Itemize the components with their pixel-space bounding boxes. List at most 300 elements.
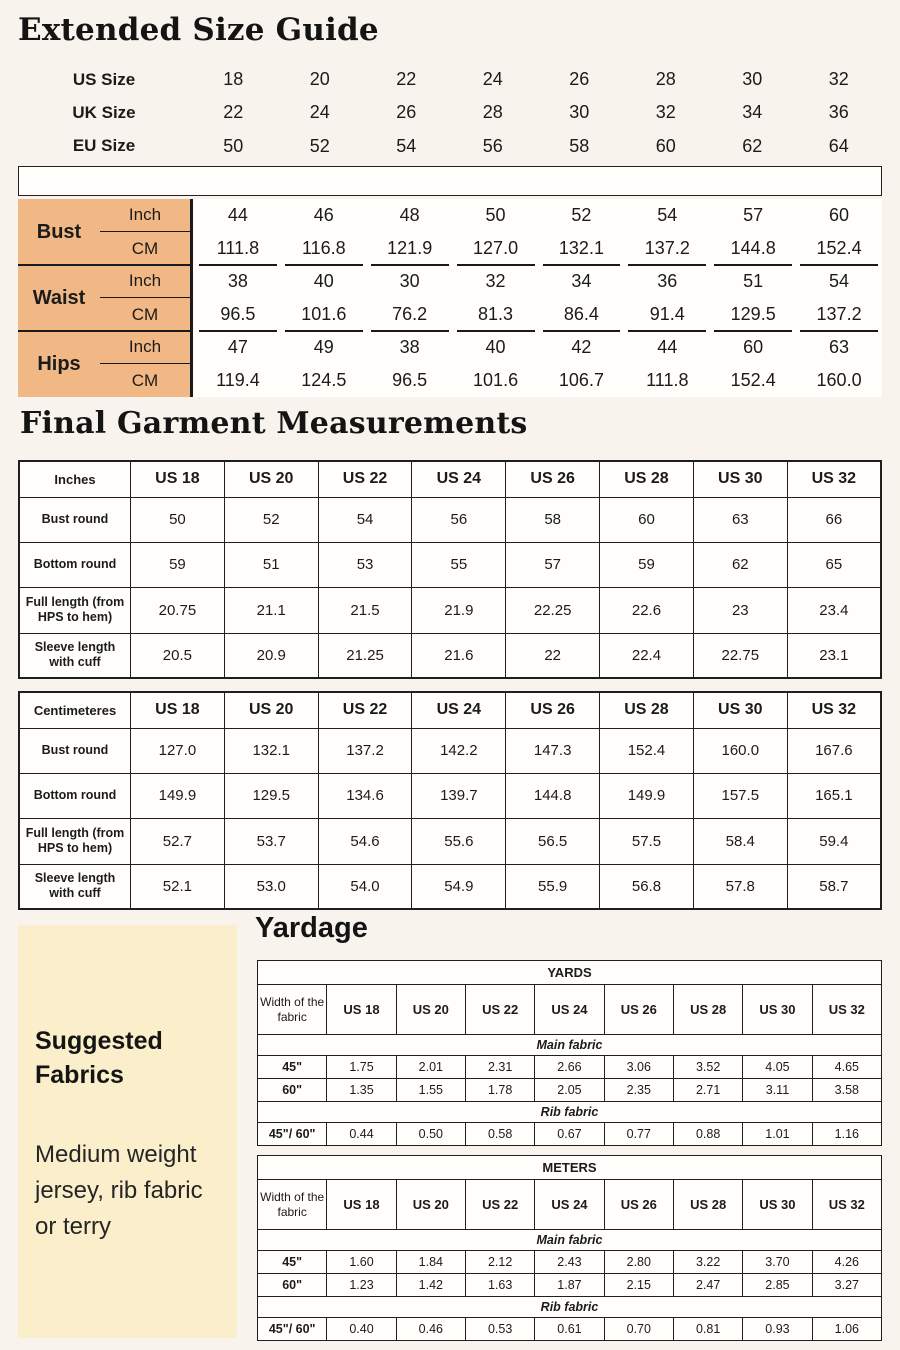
eu-size-value: 64 — [828, 135, 849, 156]
hips-cm-value: 119.4 — [216, 370, 260, 390]
bust-round-row — [19, 497, 881, 542]
bust-round-value: 160.0 — [693, 728, 787, 773]
waist-label: Waist — [32, 286, 86, 309]
hips-inch-value: 44 — [657, 337, 678, 357]
waist-inch-value: 40 — [313, 271, 334, 291]
body-measurements-table — [18, 199, 882, 397]
meters-value: 1.06 — [812, 1318, 881, 1341]
sleeve-length-with-cuff-value: 23.1 — [787, 633, 881, 678]
yards-value: 4.65 — [812, 1056, 881, 1079]
size-header-us-30: US 30 — [693, 692, 787, 728]
bottom-round-value: 59 — [600, 542, 694, 587]
uk-size-value: 24 — [309, 102, 330, 123]
bust-round-value: 132.1 — [224, 728, 318, 773]
sleeve-length-with-cuff-value: 21.6 — [412, 633, 506, 678]
fabric-width-label: 45" — [258, 1251, 327, 1274]
bust-round-value: 142.2 — [412, 728, 506, 773]
uk-size-row — [18, 96, 882, 129]
meters-value: 1.84 — [396, 1251, 465, 1274]
full-length-from-hps-to-hem-value: 22.6 — [600, 587, 694, 633]
bust-round-value: 127.0 — [131, 728, 225, 773]
main-fabric-section-label: Main fabric — [258, 1035, 882, 1056]
size-header-us-22: US 22 — [318, 692, 412, 728]
yardage-header-row — [258, 1180, 882, 1230]
bottom-round-value: 51 — [224, 542, 318, 587]
sleeve-length-with-cuff-value: 22 — [506, 633, 600, 678]
full-length-from-hps-to-hem-value: 22.25 — [506, 587, 600, 633]
suggested-fabrics-title: Suggested Fabrics — [35, 1027, 163, 1089]
empty-spacer-row — [18, 166, 882, 196]
yards-value: 0.67 — [535, 1123, 604, 1146]
centimeteres-header-label: Centimeteres — [19, 692, 131, 728]
size-header-us-18: US 18 — [131, 692, 225, 728]
yards-title: YARDS — [258, 961, 882, 985]
waist-cm-unit-label: CM — [131, 304, 159, 324]
bottom-round-value: 129.5 — [224, 773, 318, 818]
sleeve-length-with-cuff-value: 54.9 — [412, 864, 506, 909]
uk-size-label: UK Size — [72, 102, 136, 122]
waist-cm-row — [195, 298, 882, 331]
bottom-round-value: 144.8 — [506, 773, 600, 818]
bust-round-value: 152.4 — [600, 728, 694, 773]
bust-cm-value: 121.9 — [367, 232, 453, 265]
sleeve-length-with-cuff-value: 58.7 — [787, 864, 881, 909]
us-size-value: 20 — [309, 69, 330, 90]
meters-value: 3.22 — [673, 1251, 742, 1274]
bottom-round-value: 53 — [318, 542, 412, 587]
size-header-us-30: US 30 — [743, 1180, 812, 1230]
bottom-round-row — [19, 542, 881, 587]
us-size-label: US Size — [72, 69, 136, 89]
uk-size-value: 22 — [223, 102, 244, 123]
garment-header-row — [19, 461, 881, 497]
yards-value: 3.58 — [812, 1079, 881, 1102]
full-length-from-hps-to-hem-row — [19, 818, 881, 864]
garment-centimeters-table — [18, 691, 882, 910]
size-header-us-26: US 26 — [604, 1180, 673, 1230]
size-header-us-20: US 20 — [396, 985, 465, 1035]
full-length-from-hps-to-hem-value: 23 — [693, 587, 787, 633]
full-length-from-hps-to-hem-value: 52.7 — [131, 818, 225, 864]
us-size-value: 28 — [655, 69, 676, 90]
waist-cm-value: 96.5 — [195, 298, 281, 331]
bottom-round-value: 65 — [787, 542, 881, 587]
inches-header-label: Inches — [19, 461, 131, 497]
size-header-us-22: US 22 — [318, 461, 412, 497]
size-header-us-32: US 32 — [812, 1180, 881, 1230]
eu-size-row — [18, 130, 882, 163]
meters-value: 0.40 — [327, 1318, 396, 1341]
size-header-us-28: US 28 — [600, 692, 694, 728]
us-size-value: 18 — [223, 69, 244, 90]
bust-cm-value: 152.4 — [796, 232, 882, 265]
waist-inch-unit-label: Inch — [100, 265, 190, 298]
yards-title-row — [258, 961, 882, 985]
bottom-round-value: 139.7 — [412, 773, 506, 818]
width-of-fabric-label: Width of the fabric — [258, 1180, 327, 1230]
full-length-from-hps-to-hem-label: Full length (from HPS to hem) — [19, 818, 131, 864]
sleeve-length-with-cuff-value: 57.8 — [693, 864, 787, 909]
yards-value: 3.52 — [673, 1056, 742, 1079]
hips-cm-value: 106.7 — [558, 370, 604, 390]
size-header-us-32: US 32 — [787, 461, 881, 497]
size-header-us-20: US 20 — [224, 692, 318, 728]
full-length-from-hps-to-hem-value: 55.6 — [412, 818, 506, 864]
hips-cm-value: 160.0 — [816, 370, 862, 390]
uk-size-value: 34 — [742, 102, 763, 123]
bust-cm-unit-label: CM — [131, 238, 159, 258]
meters-title-row — [258, 1156, 882, 1180]
eu-size-value: 52 — [309, 135, 330, 156]
full-length-from-hps-to-hem-value: 21.9 — [412, 587, 506, 633]
size-header-us-18: US 18 — [327, 1180, 396, 1230]
garment-measurements-title: Final Garment Measurements — [20, 406, 528, 441]
body-table-divider-line — [190, 199, 193, 397]
bust-label: Bust — [36, 220, 82, 243]
bottom-round-value: 134.6 — [318, 773, 412, 818]
us-size-value: 22 — [396, 69, 417, 90]
waist-cm-value: 129.5 — [710, 298, 796, 331]
yards-value: 4.05 — [743, 1056, 812, 1079]
eu-size-value: 58 — [569, 135, 590, 156]
sleeve-length-with-cuff-label: Sleeve length with cuff — [19, 864, 131, 909]
rib-fabric-section-row — [258, 1297, 882, 1318]
yards-value: 2.31 — [465, 1056, 534, 1079]
waist-cm-value: 137.2 — [796, 298, 882, 331]
bust-inch-value: 46 — [313, 205, 334, 225]
bust-round-value: 56 — [412, 497, 506, 542]
yards-value: 0.77 — [604, 1123, 673, 1146]
bottom-round-value: 157.5 — [693, 773, 787, 818]
size-header-us-30: US 30 — [743, 985, 812, 1035]
hips-label: Hips — [37, 352, 81, 375]
main-fabric-section-row — [258, 1230, 882, 1251]
sleeve-length-with-cuff-value: 54.0 — [318, 864, 412, 909]
uk-size-value: 30 — [569, 102, 590, 123]
bust-inch-value: 44 — [227, 205, 248, 225]
waist-cm-value: 86.4 — [539, 298, 625, 331]
waist-inch-value: 34 — [571, 271, 592, 291]
yards-60-row — [258, 1079, 882, 1102]
bust-round-value: 58 — [506, 497, 600, 542]
size-header-us-24: US 24 — [412, 461, 506, 497]
hips-inch-unit-label: Inch — [100, 331, 190, 364]
full-length-from-hps-to-hem-value: 23.4 — [787, 587, 881, 633]
hips-inch-value: 47 — [227, 337, 248, 357]
eu-size-label: EU Size — [72, 136, 136, 156]
sleeve-length-with-cuff-value: 56.8 — [600, 864, 694, 909]
yards-value: 2.71 — [673, 1079, 742, 1102]
bottom-round-value: 57 — [506, 542, 600, 587]
meters-value: 1.42 — [396, 1274, 465, 1297]
size-header-us-26: US 26 — [506, 692, 600, 728]
us-size-row — [18, 63, 882, 96]
bust-round-value: 54 — [318, 497, 412, 542]
full-length-from-hps-to-hem-value: 20.75 — [131, 587, 225, 633]
size-header-us-22: US 22 — [465, 1180, 534, 1230]
bust-round-label: Bust round — [19, 497, 131, 542]
body-table-group-separator — [18, 330, 190, 333]
bust-inch-value: 52 — [571, 205, 592, 225]
hips-cm-value: 101.6 — [473, 370, 519, 390]
sleeve-length-with-cuff-value: 22.75 — [693, 633, 787, 678]
bust-round-label: Bust round — [19, 728, 131, 773]
bust-round-value: 60 — [600, 497, 694, 542]
bust-cm-value: 132.1 — [539, 232, 625, 265]
bust-round-row — [19, 728, 881, 773]
size-header-us-32: US 32 — [812, 985, 881, 1035]
suggested-fabrics-text: Medium weight jersey, rib fabric or terry — [35, 1140, 203, 1240]
meters-value: 0.81 — [673, 1318, 742, 1341]
size-header-us-28: US 28 — [673, 985, 742, 1035]
full-length-from-hps-to-hem-value: 59.4 — [787, 818, 881, 864]
sleeve-length-with-cuff-value: 52.1 — [131, 864, 225, 909]
meters-value: 2.80 — [604, 1251, 673, 1274]
full-length-from-hps-to-hem-value: 53.7 — [224, 818, 318, 864]
waist-inch-value: 38 — [227, 271, 248, 291]
meters-value: 1.87 — [535, 1274, 604, 1297]
bust-round-value: 137.2 — [318, 728, 412, 773]
yards-value: 3.06 — [604, 1056, 673, 1079]
full-length-from-hps-to-hem-label: Full length (from HPS to hem) — [19, 587, 131, 633]
full-length-from-hps-to-hem-value: 58.4 — [693, 818, 787, 864]
size-header-us-22: US 22 — [465, 985, 534, 1035]
yards-45-row — [258, 1056, 882, 1079]
sleeve-length-with-cuff-label: Sleeve length with cuff — [19, 633, 131, 678]
meters-value: 2.85 — [743, 1274, 812, 1297]
garment-header-row — [19, 692, 881, 728]
meters-value: 3.70 — [743, 1251, 812, 1274]
yards-value: 2.01 — [396, 1056, 465, 1079]
hips-inch-value: 40 — [485, 337, 506, 357]
uk-size-value: 26 — [396, 102, 417, 123]
eu-size-value: 56 — [482, 135, 503, 156]
meters-value: 2.15 — [604, 1274, 673, 1297]
sleeve-length-with-cuff-value: 22.4 — [600, 633, 694, 678]
waist-cm-value: 91.4 — [624, 298, 710, 331]
size-header-us-26: US 26 — [604, 985, 673, 1035]
size-header-us-28: US 28 — [673, 1180, 742, 1230]
bottom-round-value: 59 — [131, 542, 225, 587]
us-size-value: 26 — [569, 69, 590, 90]
yards-value: 0.50 — [396, 1123, 465, 1146]
body-table-group-separator — [18, 264, 190, 267]
us-size-value: 24 — [482, 69, 503, 90]
bust-round-value: 63 — [693, 497, 787, 542]
eu-size-value: 60 — [655, 135, 676, 156]
bottom-round-value: 62 — [693, 542, 787, 587]
fabric-width-label: 45" — [258, 1056, 327, 1079]
hips-inch-value: 38 — [399, 337, 420, 357]
meters-value: 0.53 — [465, 1318, 534, 1341]
yards-table — [257, 960, 882, 1146]
meters-value: 2.43 — [535, 1251, 604, 1274]
bust-round-value: 50 — [131, 497, 225, 542]
bust-round-value: 52 — [224, 497, 318, 542]
meters-value: 0.61 — [535, 1318, 604, 1341]
bottom-round-value: 149.9 — [131, 773, 225, 818]
yards-value: 2.05 — [535, 1079, 604, 1102]
bottom-round-label: Bottom round — [19, 773, 131, 818]
bottom-round-label: Bottom round — [19, 542, 131, 587]
bust-cm-value: 111.8 — [195, 232, 281, 265]
full-length-from-hps-to-hem-value: 21.5 — [318, 587, 412, 633]
bust-inch-value: 60 — [829, 205, 850, 225]
yards-value: 2.66 — [535, 1056, 604, 1079]
size-conversion-table — [18, 63, 882, 163]
hips-cm-row — [195, 364, 882, 397]
waist-cm-value: 101.6 — [281, 298, 367, 331]
yards-value: 0.44 — [327, 1123, 396, 1146]
bust-inch-value: 48 — [399, 205, 420, 225]
yards-value: 1.78 — [465, 1079, 534, 1102]
eu-size-value: 50 — [223, 135, 244, 156]
size-header-us-24: US 24 — [535, 1180, 604, 1230]
size-header-us-24: US 24 — [535, 985, 604, 1035]
bottom-round-row — [19, 773, 881, 818]
size-header-us-20: US 20 — [396, 1180, 465, 1230]
hips-cm-unit-label: CM — [131, 370, 159, 390]
meters-table — [257, 1155, 882, 1341]
sleeve-length-with-cuff-value: 20.9 — [224, 633, 318, 678]
bust-round-value: 147.3 — [506, 728, 600, 773]
yards-value: 1.16 — [812, 1123, 881, 1146]
bust-cm-value: 127.0 — [453, 232, 539, 265]
yardage-title: Yardage — [255, 912, 368, 944]
waist-inch-value: 32 — [485, 271, 506, 291]
yards-value: 1.01 — [743, 1123, 812, 1146]
bottom-round-value: 165.1 — [787, 773, 881, 818]
yards-45-60-row — [258, 1123, 882, 1146]
size-header-us-30: US 30 — [693, 461, 787, 497]
sleeve-length-with-cuff-value: 55.9 — [506, 864, 600, 909]
fabric-width-label: 45"/ 60" — [258, 1318, 327, 1341]
hips-inch-value: 42 — [571, 337, 592, 357]
size-header-us-24: US 24 — [412, 692, 506, 728]
us-size-value: 30 — [742, 69, 763, 90]
yardage-header-row — [258, 985, 882, 1035]
full-length-from-hps-to-hem-value: 56.5 — [506, 818, 600, 864]
bust-inch-value: 57 — [743, 205, 764, 225]
waist-cm-value: 81.3 — [453, 298, 539, 331]
sleeve-length-with-cuff-value: 53.0 — [224, 864, 318, 909]
meters-value: 0.70 — [604, 1318, 673, 1341]
sleeve-length-with-cuff-row — [19, 633, 881, 678]
hips-cm-value: 96.5 — [392, 370, 428, 390]
main-fabric-section-row — [258, 1035, 882, 1056]
uk-size-value: 32 — [655, 102, 676, 123]
fabric-width-label: 45"/ 60" — [258, 1123, 327, 1146]
size-header-us-18: US 18 — [131, 461, 225, 497]
size-header-us-20: US 20 — [224, 461, 318, 497]
size-header-us-28: US 28 — [600, 461, 694, 497]
rib-fabric-section-label: Rib fabric — [258, 1297, 882, 1318]
meters-60-row — [258, 1274, 882, 1297]
rib-fabric-section-label: Rib fabric — [258, 1102, 882, 1123]
fabric-width-label: 60" — [258, 1079, 327, 1102]
yards-value: 0.58 — [465, 1123, 534, 1146]
hips-cm-value: 124.5 — [301, 370, 347, 390]
hips-cm-value: 152.4 — [730, 370, 776, 390]
bust-round-value: 167.6 — [787, 728, 881, 773]
bottom-round-value: 55 — [412, 542, 506, 587]
eu-size-value: 62 — [742, 135, 763, 156]
hips-inch-value: 49 — [313, 337, 334, 357]
yards-value: 2.35 — [604, 1079, 673, 1102]
meters-value: 1.63 — [465, 1274, 534, 1297]
bust-inch-value: 50 — [485, 205, 506, 225]
bust-round-value: 66 — [787, 497, 881, 542]
waist-inch-value: 51 — [743, 271, 764, 291]
full-length-from-hps-to-hem-value: 21.1 — [224, 587, 318, 633]
meters-value: 1.60 — [327, 1251, 396, 1274]
suggested-fabrics-panel — [18, 925, 237, 1338]
meters-value: 2.12 — [465, 1251, 534, 1274]
width-of-fabric-label: Width of the fabric — [258, 985, 327, 1035]
full-length-from-hps-to-hem-value: 54.6 — [318, 818, 412, 864]
rib-fabric-section-row — [258, 1102, 882, 1123]
sleeve-length-with-cuff-value: 20.5 — [131, 633, 225, 678]
hips-cm-value: 111.8 — [646, 370, 689, 390]
yards-value: 1.75 — [327, 1056, 396, 1079]
yards-value: 3.11 — [743, 1079, 812, 1102]
uk-size-value: 36 — [828, 102, 849, 123]
bust-cm-value: 144.8 — [710, 232, 796, 265]
yards-value: 0.88 — [673, 1123, 742, 1146]
full-length-from-hps-to-hem-value: 57.5 — [600, 818, 694, 864]
bust-cm-row — [195, 232, 882, 265]
meters-value: 0.93 — [743, 1318, 812, 1341]
waist-inch-value: 36 — [657, 271, 678, 291]
meters-value: 0.46 — [396, 1318, 465, 1341]
full-length-from-hps-to-hem-row — [19, 587, 881, 633]
hips-inch-value: 63 — [829, 337, 850, 357]
uk-size-value: 28 — [482, 102, 503, 123]
page-title: Extended Size Guide — [18, 12, 379, 48]
main-fabric-section-label: Main fabric — [258, 1230, 882, 1251]
waist-cm-value: 76.2 — [367, 298, 453, 331]
meters-title: METERS — [258, 1156, 882, 1180]
bust-inch-row — [195, 199, 882, 232]
yards-value: 1.55 — [396, 1079, 465, 1102]
meters-45-60-row — [258, 1318, 882, 1341]
meters-45-row — [258, 1251, 882, 1274]
hips-inch-row — [195, 331, 882, 364]
hips-inch-value: 60 — [743, 337, 764, 357]
size-header-us-18: US 18 — [327, 985, 396, 1035]
size-header-us-32: US 32 — [787, 692, 881, 728]
sleeve-length-with-cuff-value: 21.25 — [318, 633, 412, 678]
eu-size-value: 54 — [396, 135, 417, 156]
meters-value: 2.47 — [673, 1274, 742, 1297]
bust-inch-unit-label: Inch — [100, 199, 190, 232]
meters-value: 3.27 — [812, 1274, 881, 1297]
bust-cm-value: 137.2 — [624, 232, 710, 265]
bottom-round-value: 149.9 — [600, 773, 694, 818]
waist-inch-row — [195, 265, 882, 298]
fabric-width-label: 60" — [258, 1274, 327, 1297]
waist-inch-value: 30 — [399, 271, 420, 291]
bust-inch-value: 54 — [657, 205, 678, 225]
meters-value: 1.23 — [327, 1274, 396, 1297]
yards-value: 1.35 — [327, 1079, 396, 1102]
bust-cm-value: 116.8 — [281, 232, 367, 265]
garment-inches-table — [18, 460, 882, 679]
us-size-value: 32 — [828, 69, 849, 90]
meters-value: 4.26 — [812, 1251, 881, 1274]
sleeve-length-with-cuff-row — [19, 864, 881, 909]
size-header-us-26: US 26 — [506, 461, 600, 497]
